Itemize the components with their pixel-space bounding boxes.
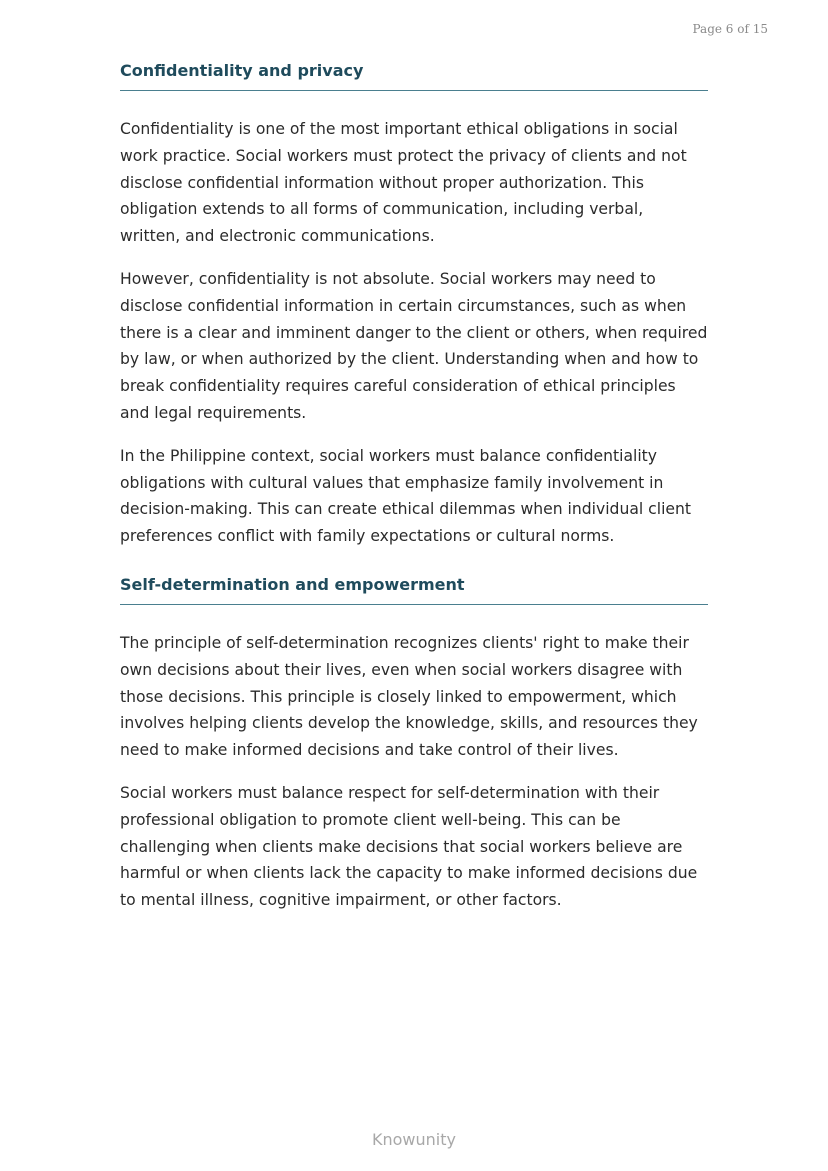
paragraph: Social workers must balance respect for self-determination with their professional obligation to promote client well-being. This can be challenging when clients make decisions that social workers believe are harmful or when clients lack the capacity to make informed decisions due to mental illness, cognitive impairment, or other factors. [120,783,698,910]
paragraph: In the Philippine context, social workers must balance confidentiality obligations with cultural values that emphasize family involvement in decision-making. This can create ethical dilemmas when individual client preferences conflict with family expectations or cultural norms. [120,446,692,546]
paragraph: However, confidentiality is not absolute. Social workers may need to disclose confidential information in certain circumstances, such as when there is a clear and imminent danger to the client or others, when required by law, or when authorized by the client. Understanding when and how to break confidentiality requires careful consideration of ethical principles and legal requirements. [120,269,708,422]
page-number: Page 6 of 15 [692,22,768,36]
section-heading: Self-determination and empowerment [120,574,708,605]
paragraph: The principle of self-determination recognizes clients' right to make their own decisions about their lives, even when social workers disagree with those decisions. This principle is closely linked to empowerment, which involves helping clients develop the knowledge, skills, and resources they need to make informed decisions and take control of their lives. [120,633,698,760]
paragraph: Confidentiality is one of the most important ethical obligations in social work practice. Social workers must protect the privacy of clients and not disclose confidential information without proper authorization. This obligation extends to all forms of communication, including verbal, written, and electronic communications. [120,120,687,246]
footer-brand: Knowunity [372,1130,456,1149]
section-heading: Confidentiality and privacy [120,60,708,91]
section-confidentiality [120,60,708,574]
section-body [120,605,708,914]
document-content [120,60,708,914]
section-body [120,91,708,574]
section-self-determination [120,574,708,914]
